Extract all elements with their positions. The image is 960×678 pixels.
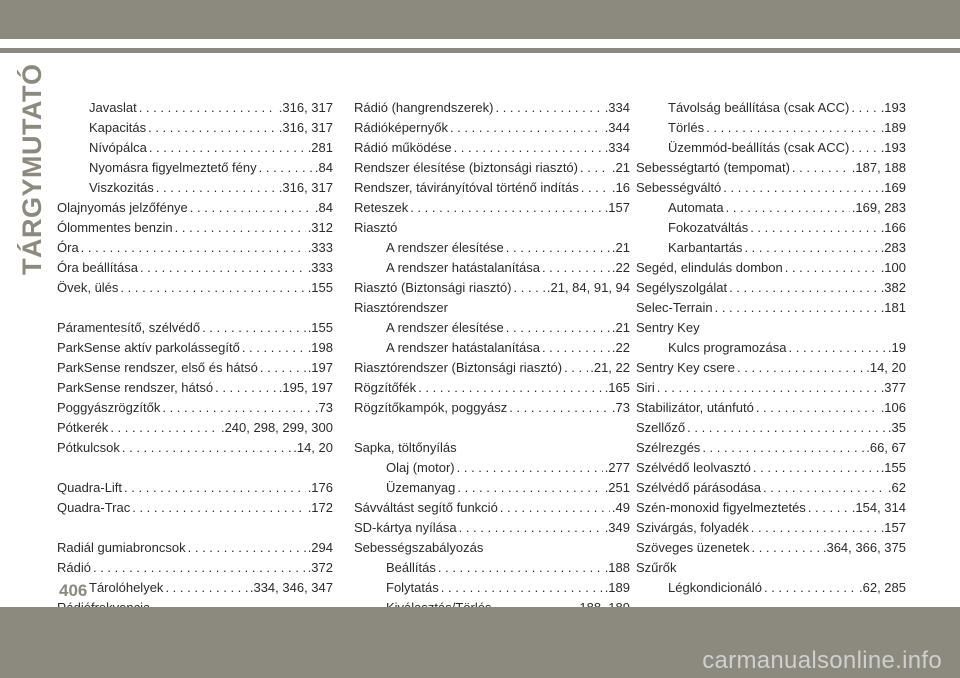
index-pages: .84 (314, 200, 333, 215)
index-term: Szélvédő leolvasztó (636, 460, 751, 475)
index-term: Karbantartás (668, 240, 743, 255)
index-entry (57, 258, 333, 278)
dot-leader (122, 438, 291, 458)
index-pages: .193 (880, 140, 906, 155)
index-term: Rádió (57, 560, 91, 575)
index-pages: .169, 283 (851, 200, 906, 215)
dot-leader (756, 398, 879, 418)
index-pages: .106 (880, 400, 906, 415)
dot-leader (789, 338, 886, 358)
dot-leader (156, 178, 277, 198)
index-term: Rádióképernyők (354, 120, 448, 135)
index-entry (57, 318, 333, 338)
index-entry (57, 338, 333, 358)
index-term: Automata (668, 200, 724, 215)
spacer (57, 458, 333, 478)
index-term: Sávváltást segítő funkció (354, 500, 498, 515)
dot-leader (706, 118, 879, 138)
dot-leader (190, 198, 313, 218)
index-entry (636, 178, 906, 198)
dot-leader (564, 358, 588, 378)
index-term: Segélyszolgálat (636, 280, 728, 295)
index-entry (57, 398, 333, 418)
dot-leader (763, 478, 886, 498)
index-term: Szélvédő párásodása (636, 480, 762, 495)
header-band (0, 0, 960, 39)
index-pages: .281 (307, 140, 333, 155)
index-pages: .14, 20 (866, 360, 906, 375)
index-pages: .334 (604, 100, 630, 115)
index-entry (636, 298, 906, 318)
index-entry (354, 378, 630, 398)
index-entry (636, 358, 906, 378)
index-entry (636, 138, 906, 158)
index-term: Páramentesítő, szélvédő (57, 320, 201, 335)
index-term: Olaj (motor) (386, 460, 455, 475)
dot-leader (581, 178, 610, 198)
index-entry (636, 258, 906, 278)
index-pages: .73 (611, 400, 630, 415)
index-term: Nívópálca (89, 140, 147, 155)
index-heading: Sapka, töltőnyílás (354, 440, 457, 455)
index-entry (636, 458, 906, 478)
index-entry (57, 438, 333, 458)
index-term: Légkondicionáló (668, 580, 762, 595)
dot-leader (162, 398, 313, 418)
dot-leader (202, 318, 306, 338)
index-pages: .172 (307, 500, 333, 515)
index-pages: .251 (604, 480, 630, 495)
index-entry (636, 418, 906, 438)
dot-leader (495, 98, 602, 118)
index-pages: .35 (887, 420, 906, 435)
index-entry (354, 118, 630, 138)
dot-leader (93, 558, 306, 578)
index-entry (354, 238, 630, 258)
index-pages: .155 (307, 280, 333, 295)
index-pages: .334 (604, 140, 630, 155)
index-term: Pótkulcsok (57, 440, 120, 455)
index-pages: .66, 67 (866, 440, 906, 455)
index-pages: .155 (307, 320, 333, 335)
index-entry (354, 498, 630, 518)
index-term: Szivárgás, folyadék (636, 520, 749, 535)
index-pages: .21 (611, 320, 630, 335)
dot-leader (457, 478, 602, 498)
index-entry (57, 418, 333, 438)
index-heading: Sebességszabályozás (354, 540, 484, 555)
dot-leader (418, 378, 603, 398)
index-pages: .316, 317 (278, 100, 333, 115)
index-term: Rendszer, távirányítóval történő indítás (354, 180, 579, 195)
spacer (57, 298, 333, 318)
index-pages: .169 (880, 180, 906, 195)
index-term: Poggyászrögzítők (57, 400, 161, 415)
dot-leader (851, 98, 878, 118)
index-term: Üzemmód-beállítás (csak ACC) (668, 140, 850, 155)
dot-leader (506, 318, 610, 338)
dot-leader (450, 118, 603, 138)
index-pages: .344 (604, 120, 630, 135)
index-term: Fokozatváltás (668, 220, 749, 235)
index-pages: .195, 197 (278, 380, 333, 395)
index-term: Sebességváltó (636, 180, 722, 195)
index-pages: .154, 314 (851, 500, 906, 515)
index-pages: .333 (307, 240, 333, 255)
index-term: Óra beállítása (57, 260, 138, 275)
index-entry (636, 338, 906, 358)
index-pages: .73 (314, 400, 333, 415)
dot-leader (542, 338, 610, 358)
index-entry (57, 98, 333, 118)
index-heading: Riasztórendszer (354, 300, 448, 315)
index-entry (354, 258, 630, 278)
index-entry (354, 318, 630, 338)
dot-leader (81, 238, 306, 258)
index-pages: .364, 366, 375 (822, 540, 906, 555)
index-pages: .155 (880, 460, 906, 475)
index-pages: .100 (880, 260, 906, 275)
index-entry (636, 538, 906, 558)
dot-leader (726, 198, 850, 218)
index-pages: .22 (611, 260, 630, 275)
index-pages: .157 (604, 200, 630, 215)
header-rule (0, 48, 960, 53)
dot-leader (753, 458, 879, 478)
dot-leader (188, 538, 306, 558)
index-term: Reteszek (354, 200, 409, 215)
index-term: Quadra-Trac (57, 500, 131, 515)
index-pages: .312 (307, 220, 333, 235)
index-column-3 (636, 98, 906, 638)
dot-leader (744, 238, 878, 258)
index-entry (354, 278, 630, 298)
index-pages: .277 (604, 460, 630, 475)
index-entry (57, 578, 333, 598)
index-term: ParkSense rendszer, hátsó (57, 380, 214, 395)
index-entry (57, 358, 333, 378)
index-heading: Szűrők (636, 560, 677, 575)
index-pages: .62 (887, 480, 906, 495)
index-pages: .166 (880, 220, 906, 235)
index-entry (57, 278, 333, 298)
dot-leader (140, 258, 306, 278)
dot-leader (165, 578, 247, 598)
index-term: Riasztórendszer (Biztonsági riasztó) (354, 360, 563, 375)
index-entry (636, 238, 906, 258)
index-term: A rendszer hatástalanítása (386, 340, 540, 355)
index-heading: Sentry Key (636, 320, 700, 335)
watermark: carmanualsonline.info (702, 647, 942, 674)
index-entry (57, 138, 333, 158)
dot-leader (751, 538, 820, 558)
index-entry (354, 198, 630, 218)
index-term: Szellőző (636, 420, 686, 435)
index-pages: .176 (307, 480, 333, 495)
index-entry (354, 178, 630, 198)
dot-leader (580, 158, 610, 178)
index-term: Folytatás (386, 580, 439, 595)
index-term: Övek, ülés (57, 280, 119, 295)
dot-leader (764, 578, 857, 598)
dot-leader (851, 138, 878, 158)
index-entry (57, 218, 333, 238)
index-pages: .316, 317 (278, 180, 333, 195)
dot-leader (808, 498, 850, 518)
index-pages: .157 (880, 520, 906, 535)
index-entry (354, 578, 630, 598)
index-term: Rendszer élesítése (biztonsági riasztó) (354, 160, 578, 175)
index-pages: .21 (611, 240, 630, 255)
index-term: Riasztó (Biztonsági riasztó) (354, 280, 512, 295)
index-term: A rendszer hatástalanítása (386, 260, 540, 275)
index-pages: .372 (307, 560, 333, 575)
index-pages: .21, 84, 91, 94 (546, 280, 630, 295)
index-entry (636, 398, 906, 418)
dot-leader (715, 298, 879, 318)
index-term: Sebességtartó (tempomat) (636, 160, 790, 175)
index-term: A rendszer élesítése (386, 240, 504, 255)
index-term: Kapacitás (89, 120, 147, 135)
index-column-2 (354, 98, 630, 638)
index-pages: .21 (611, 160, 630, 175)
index-pages: .187, 188 (851, 160, 906, 175)
index-term: Sentry Key csere (636, 360, 735, 375)
index-entry (636, 438, 906, 458)
index-entry (636, 478, 906, 498)
index-pages: .49 (611, 500, 630, 515)
index-term: Stabilizátor, utánfutó (636, 400, 754, 415)
index-entry (354, 138, 630, 158)
index-entry (57, 178, 333, 198)
dot-leader (687, 418, 886, 438)
dot-leader (506, 238, 610, 258)
index-entry (636, 578, 906, 598)
dot-leader (542, 258, 610, 278)
index-entry (354, 478, 630, 498)
dot-leader (215, 378, 277, 398)
page-number: 406 (59, 581, 88, 600)
index-entry (57, 378, 333, 398)
index-entry (57, 198, 333, 218)
index-term: Ólommentes benzin (57, 220, 173, 235)
index-pages: .84 (314, 160, 333, 175)
index-term: Szén-monoxid figyelmeztetés (636, 500, 806, 515)
dot-leader (410, 198, 602, 218)
index-pages: .334, 346, 347 (249, 580, 333, 595)
index-term: SD-kártya nyílása (354, 520, 457, 535)
index-term: A rendszer élesítése (386, 320, 504, 335)
index-pages: .189 (604, 580, 630, 595)
index-term: Tárolóhelyek (89, 580, 164, 595)
index-term: Szélrezgés (636, 440, 701, 455)
index-entry (57, 558, 333, 578)
index-term: Segéd, elindulás dombon (636, 260, 783, 275)
index-pages: .382 (880, 280, 906, 295)
dot-leader (457, 458, 603, 478)
dot-leader (792, 158, 850, 178)
dot-leader (723, 178, 878, 198)
index-term: Quadra-Lift (57, 480, 123, 495)
index-entry (636, 498, 906, 518)
index-entry (57, 158, 333, 178)
index-pages: .16 (611, 180, 630, 195)
index-pages: .21, 22 (590, 360, 630, 375)
index-term: Óra (57, 240, 79, 255)
index-entry (636, 98, 906, 118)
index-pages: .22 (611, 340, 630, 355)
index-term: Javaslat (89, 100, 137, 115)
dot-leader (175, 218, 306, 238)
index-entry (354, 338, 630, 358)
index-term: Selec-Terrain (636, 300, 713, 315)
index-column-1 (57, 98, 333, 638)
section-tab-label: TÁRGYMUTATÓ (17, 63, 47, 275)
index-entry (57, 238, 333, 258)
index-pages: .316, 317 (278, 120, 333, 135)
index-pages: .240, 298, 299, 300 (220, 420, 333, 435)
index-pages: .349 (604, 520, 630, 535)
dot-leader (260, 358, 306, 378)
index-entry (636, 158, 906, 178)
index-term: Olajnyomás jelzőfénye (57, 200, 188, 215)
index-term: Rögzítőkampók, poggyász (354, 400, 508, 415)
dot-leader (751, 518, 879, 538)
dot-leader (500, 498, 610, 518)
dot-leader (441, 578, 603, 598)
dot-leader (139, 98, 277, 118)
index-entry (354, 398, 630, 418)
index-entry (354, 98, 630, 118)
index-entry (57, 538, 333, 558)
index-term: Radiál gumiabroncsok (57, 540, 186, 555)
index-term: Nyomásra figyelmeztető fény (89, 160, 257, 175)
index-entry (636, 378, 906, 398)
index-pages: .62, 285 (859, 580, 906, 595)
index-entry (354, 518, 630, 538)
index-pages: .19 (887, 340, 906, 355)
dot-leader (438, 558, 603, 578)
index-pages: .283 (880, 240, 906, 255)
index-entry (57, 118, 333, 138)
index-term: ParkSense rendszer, első és hátsó (57, 360, 258, 375)
index-term: Kulcs programozása (668, 340, 787, 355)
index-pages: .189 (880, 120, 906, 135)
index-entry (354, 558, 630, 578)
dot-leader (259, 158, 313, 178)
index-pages: .198 (307, 340, 333, 355)
index-term: ParkSense aktív parkolássegítő (57, 340, 240, 355)
index-pages: .377 (880, 380, 906, 395)
index-entry (636, 198, 906, 218)
dot-leader (737, 358, 864, 378)
spacer (57, 518, 333, 538)
dot-leader (750, 218, 878, 238)
index-term: Pótkerék (57, 420, 109, 435)
dot-leader (657, 378, 879, 398)
index-term: Törlés (668, 120, 705, 135)
index-entry (636, 118, 906, 138)
dot-leader (514, 278, 545, 298)
index-entry (636, 518, 906, 538)
dot-leader (132, 498, 305, 518)
dot-leader (509, 398, 610, 418)
spacer (354, 418, 630, 438)
dot-leader (454, 138, 603, 158)
index-term: Siri (636, 380, 655, 395)
dot-leader (124, 478, 306, 498)
index-term: Viszkozitás (89, 180, 154, 195)
index-pages: .294 (307, 540, 333, 555)
index-term: Távolság beállítása (csak ACC) (668, 100, 850, 115)
dot-leader (149, 138, 306, 158)
dot-leader (242, 338, 306, 358)
index-pages: .193 (880, 100, 906, 115)
index-entry (57, 478, 333, 498)
index-term: Üzemanyag (386, 480, 456, 495)
dot-leader (785, 258, 879, 278)
index-pages: .14, 20 (293, 440, 333, 455)
index-pages: .181 (880, 300, 906, 315)
index-term: Beállítás (386, 560, 436, 575)
dot-leader (120, 278, 305, 298)
index-pages: .188 (604, 560, 630, 575)
index-term: Szöveges üzenetek (636, 540, 750, 555)
index-term: Rögzítőfék (354, 380, 417, 395)
index-entry (354, 458, 630, 478)
index-entry (354, 358, 630, 378)
dot-leader (459, 518, 603, 538)
index-pages: .333 (307, 260, 333, 275)
index-entry (57, 498, 333, 518)
dot-leader (148, 118, 277, 138)
index-term: Rádió (hangrendszerek) (354, 100, 494, 115)
dot-leader (110, 418, 219, 438)
index-entry (354, 158, 630, 178)
index-entry (636, 278, 906, 298)
index-pages: .165 (604, 380, 630, 395)
index-entry (636, 218, 906, 238)
index-term: Rádió működése (354, 140, 452, 155)
dot-leader (702, 438, 864, 458)
index-heading: Riasztó (354, 220, 398, 235)
index-pages: .197 (307, 360, 333, 375)
dot-leader (729, 278, 879, 298)
